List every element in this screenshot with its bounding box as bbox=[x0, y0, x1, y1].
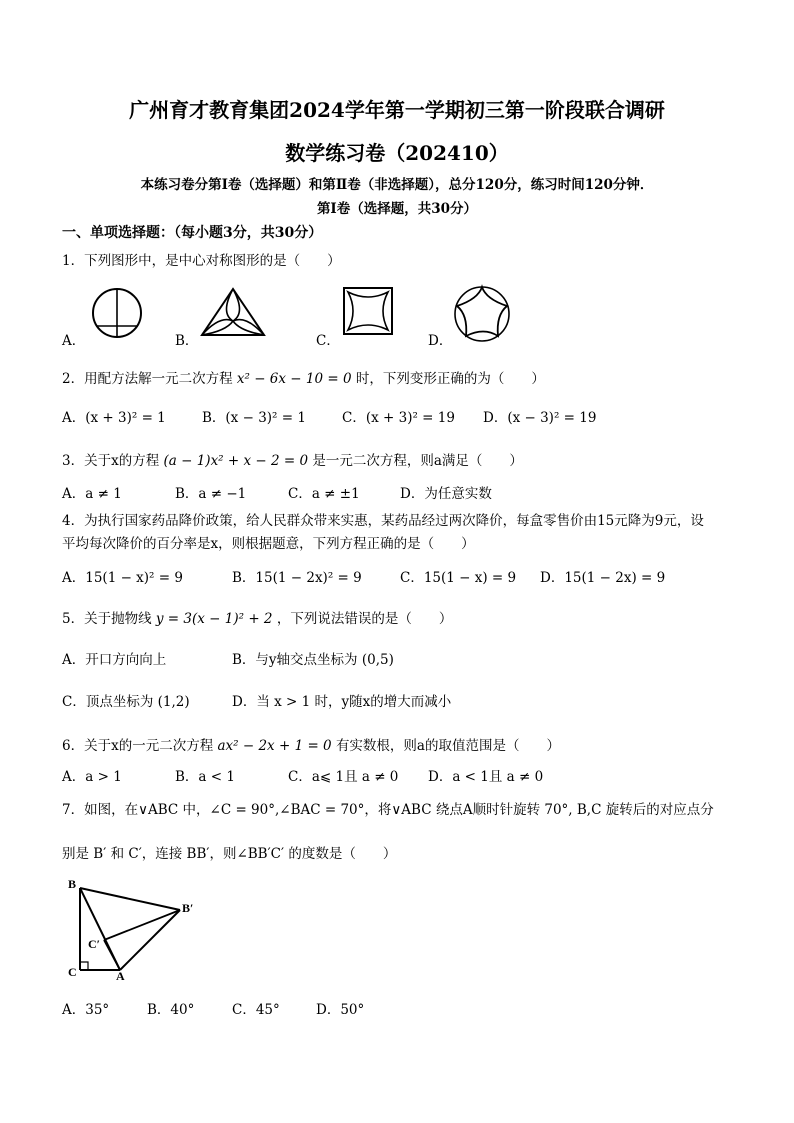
fig-label-b-prime: B′ bbox=[182, 901, 194, 915]
q3-option-b: B．a ≠ −1 bbox=[175, 486, 247, 502]
q3-option-a: A．a ≠ 1 bbox=[62, 486, 122, 502]
q7-option-b: B．40° bbox=[147, 1002, 195, 1018]
q6-option-b: B．a < 1 bbox=[175, 769, 235, 785]
part-one-heading: 第Ⅰ卷（选择题，共30分） bbox=[316, 201, 478, 217]
fig-label-c: C bbox=[68, 965, 77, 979]
fig-label-a: A bbox=[116, 969, 125, 983]
q5-option-c: C．顶点坐标为 (1,2) bbox=[62, 694, 190, 710]
question-4-stem-line1: 4．为执行国家药品降价政策，给人民群众带来实惠，某药品经过两次降价，每盒零售价由15元降为9元，设 bbox=[62, 513, 704, 529]
q5-stem-post: ，下列说法错误的是（ ） bbox=[276, 611, 453, 627]
figure-pentagon-curved bbox=[450, 283, 514, 343]
q2-stem-pre: 2．用配方法解一元二次方程 bbox=[62, 371, 233, 387]
q5-equation: y = 3(x − 1)² + 2 bbox=[155, 611, 273, 627]
q3-stem-post: 是一元二次方程，则a满足（ ） bbox=[312, 453, 523, 469]
q4-option-c: C．15(1 − x) = 9 bbox=[400, 570, 517, 586]
q5-option-a: A．开口方向向上 bbox=[62, 652, 167, 668]
q3-stem-pre: 3．关于x的方程 bbox=[62, 453, 160, 469]
q2-stem-post: 时，下列变形正确的为（ ） bbox=[355, 371, 545, 387]
q6-option-c: C．a⩽ 1且 a ≠ 0 bbox=[288, 769, 399, 785]
exam-note: 本练习卷分第Ⅰ卷（选择题）和第Ⅱ卷（非选择题），总分120分，练习时间120分钟． bbox=[140, 177, 654, 193]
figure-circle-with-lines bbox=[90, 286, 146, 342]
question-2-stem bbox=[62, 367, 545, 387]
q3-option-c: C．a ≠ ±1 bbox=[288, 486, 360, 502]
q7-option-c: C．45° bbox=[232, 1002, 280, 1018]
q5-option-b: B．与y轴交点坐标为 (0,5) bbox=[232, 652, 394, 668]
figure-square-curved bbox=[342, 286, 394, 336]
q2-option-a: A．(x + 3)² = 1 bbox=[62, 410, 166, 426]
q4-option-b: B．15(1 − 2x)² = 9 bbox=[232, 570, 362, 586]
question-3-stem bbox=[62, 449, 523, 469]
q2-equation: x² − 6x − 10 = 0 bbox=[236, 371, 352, 387]
question-7-stem-line1: 7．如图，在∨ABC 中，∠C = 90°,∠BAC = 70°，将∨ABC 绕点A顺时针旋转 70°, B,C 旋转后的对应点分 bbox=[62, 802, 714, 818]
q1-option-b: B． bbox=[175, 333, 199, 349]
q2-option-c: C．(x + 3)² = 19 bbox=[342, 410, 455, 426]
q7-option-a: A．35° bbox=[62, 1002, 110, 1018]
q3-equation: (a − 1)x² + x − 2 = 0 bbox=[163, 453, 309, 469]
question-6-stem bbox=[62, 734, 560, 754]
q4-option-a: A．15(1 − x)² = 9 bbox=[62, 570, 183, 586]
q6-stem-pre: 6．关于x的一元二次方程 bbox=[62, 738, 214, 754]
question-1-stem: 1．下列图形中，是中心对称图形的是（ ） bbox=[62, 253, 341, 269]
q2-option-d: D．(x − 3)² = 19 bbox=[483, 410, 597, 426]
q1-option-d: D． bbox=[428, 333, 453, 349]
q2-option-b: B．(x − 3)² = 1 bbox=[202, 410, 306, 426]
q5-option-d: D．当 x > 1 时，y随x的增大而减小 bbox=[232, 694, 452, 710]
q1-option-a: A． bbox=[62, 333, 86, 349]
question-4-stem-line2: 平均每次降价的百分率是x，则根据题意，下列方程正确的是（ ） bbox=[62, 536, 475, 552]
q1-option-c: C． bbox=[316, 333, 340, 349]
q6-stem-post: 有实数根，则a的取值范围是（ ） bbox=[335, 738, 560, 754]
q5-stem-pre: 5．关于抛物线 bbox=[62, 611, 152, 627]
question-5-stem bbox=[62, 607, 452, 627]
section-heading: 一、单项选择题：（每小题3分，共30分） bbox=[62, 225, 323, 241]
fig-label-b: B bbox=[68, 877, 77, 891]
q6-equation: ax² − 2x + 1 = 0 bbox=[217, 738, 332, 754]
question-7-stem-line2: 别是 B′ 和 C′，连接 BB′，则∠BB′C′ 的度数是（ ） bbox=[62, 846, 397, 862]
q6-option-d: D．a < 1且 a ≠ 0 bbox=[428, 769, 544, 785]
q4-option-d: D．15(1 − 2x) = 9 bbox=[540, 570, 666, 586]
page-subtitle: 数学练习卷（202410） bbox=[285, 141, 509, 165]
figure-rotated-triangle bbox=[62, 876, 212, 986]
q3-option-d: D．为任意实数 bbox=[400, 486, 492, 502]
q6-option-a: A．a > 1 bbox=[62, 769, 122, 785]
figure-triangle-arcs bbox=[200, 287, 266, 339]
q7-option-d: D．50° bbox=[316, 1002, 365, 1018]
page-title: 广州育才教育集团2024学年第一学期初三第一阶段联合调研 bbox=[129, 98, 665, 122]
fig-label-c-prime: C′ bbox=[88, 937, 101, 951]
